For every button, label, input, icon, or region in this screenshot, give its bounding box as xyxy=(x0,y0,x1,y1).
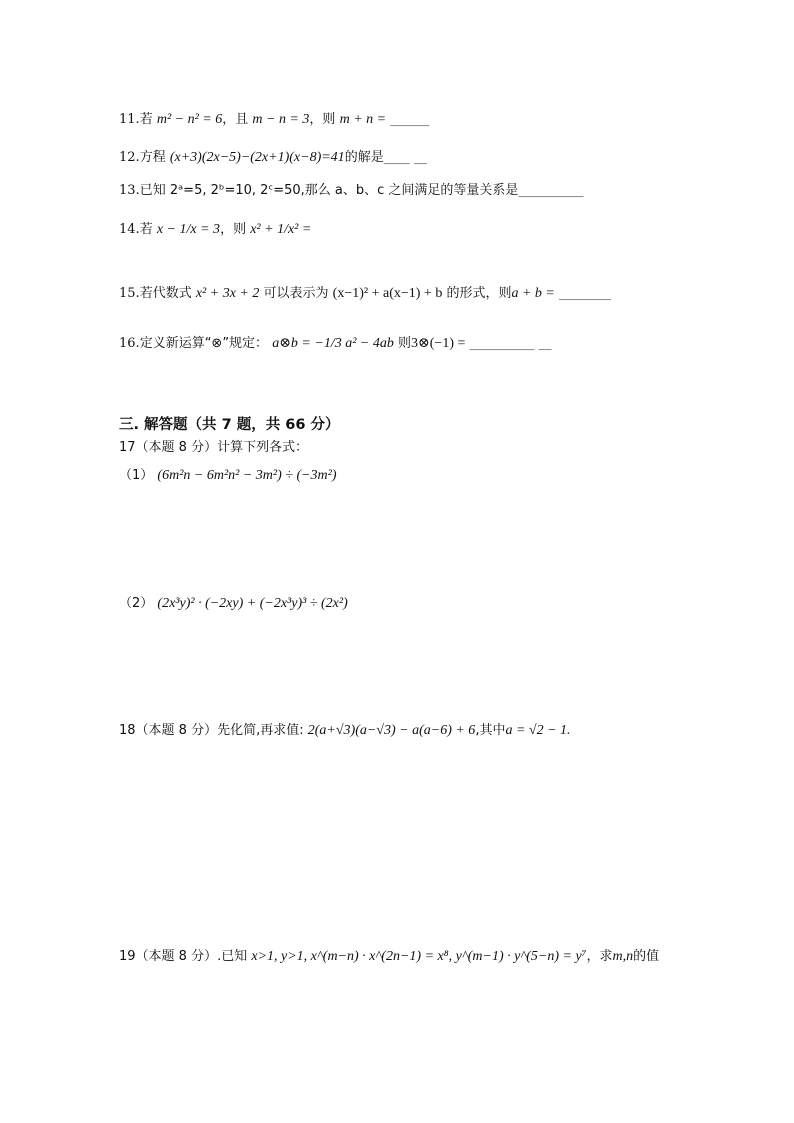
q11-expr-b: m − n = 3 xyxy=(252,112,310,127)
q15-text-b: 可以表示为 xyxy=(263,286,329,301)
q17-part1-label: （1） xyxy=(119,468,154,483)
q15-expr-c: a + b = xyxy=(511,286,555,301)
q16-expr-a: a⊗b = −1/3 a² − 4ab xyxy=(272,336,394,351)
q13-number: 13. xyxy=(119,183,140,198)
q14-text-then: ，则 xyxy=(220,222,247,237)
q11-answer-blank[interactable]: ______ xyxy=(390,112,430,127)
q11-text-then: ，则 xyxy=(309,112,336,127)
q14-text-if: 若 xyxy=(139,222,153,237)
q18-expr-where: a = √2 − 1. xyxy=(505,723,571,738)
q19-text-after: ，求 xyxy=(586,949,613,964)
question-11 xyxy=(119,110,429,130)
q15-text-c: 的形式，则 xyxy=(446,286,512,301)
q14-number: 14. xyxy=(119,222,140,237)
question-14 xyxy=(119,220,311,240)
q15-text-a: 若代数式 xyxy=(139,286,192,301)
q12-text: 方程 xyxy=(139,150,166,165)
q19-title: 19（本题 8 分）.已知 xyxy=(119,949,248,964)
q12-answer-blank[interactable]: ____ __ xyxy=(383,150,427,165)
q13-text: 已知 2ᵃ=5, 2ᵇ=10, 2ᶜ=50,那么 a、b、c 之间满足的等量关系是 xyxy=(139,183,519,198)
q12-expr: (x+3)(2x−5)−(2x+1)(x−8)=41 xyxy=(169,150,345,165)
q19-expr-mn: m,n xyxy=(612,949,634,964)
q11-number: 11. xyxy=(119,112,140,127)
q11-text-and: ，且 xyxy=(222,112,249,127)
q15-answer-blank[interactable]: ________ xyxy=(559,286,612,301)
q17-part2-label: （2） xyxy=(119,596,154,611)
q18-title: 18（本题 8 分）先化简,再求值: xyxy=(119,723,304,738)
q15-number: 15. xyxy=(119,286,140,301)
q11-expr-c: m + n = xyxy=(339,112,387,127)
question-19 xyxy=(119,947,659,967)
section-3-heading: 三. 解答题（共 7 题，共 66 分） xyxy=(119,417,340,433)
q11-text-if: 若 xyxy=(139,112,153,127)
q11-expr-a: m² − n² = 6 xyxy=(156,112,223,127)
q18-expr: 2(a+√3)(a−√3) − a(a−6) + 6 xyxy=(307,723,476,738)
q19-expr: x>1, y>1, x^(m−n) · x^(2n−1) = x⁸, y^(m−1) · y^(5−n) = y⁷ xyxy=(251,949,587,964)
q16-expr-b: 3⊗(−1) = xyxy=(411,336,466,351)
q17-part1-expr: (6m²n − 6m²n² − 3m²) ÷ (−3m²) xyxy=(157,468,337,483)
q14-expr-b: x² + 1/x² = xyxy=(250,222,312,237)
question-17-part-2 xyxy=(119,594,348,614)
q16-text-a: 定义新运算“⊗”规定： xyxy=(139,336,269,351)
question-12 xyxy=(119,148,427,168)
q13-answer-blank[interactable]: __________ xyxy=(518,183,584,198)
q12-number: 12. xyxy=(119,150,140,165)
q14-expr-a: x − 1/x = 3 xyxy=(156,222,221,237)
q16-number: 16. xyxy=(119,336,140,351)
q15-expr-a: x² + 3x + 2 xyxy=(195,286,260,301)
question-17-title: 17（本题 8 分）计算下列各式： xyxy=(119,440,309,455)
q17-part2-expr: (2x³y)² · (−2xy) + (−2x³y)³ ÷ (2x²) xyxy=(157,596,348,611)
q16-answer-blank[interactable]: __________ __ xyxy=(469,336,552,351)
question-18 xyxy=(119,721,571,741)
question-13 xyxy=(119,181,583,201)
question-15 xyxy=(119,284,611,304)
q12-text-after: 的解是 xyxy=(344,150,384,165)
q15-expr-b: (x−1)² + a(x−1) + b xyxy=(332,286,443,301)
q19-text-end: 的值 xyxy=(633,949,660,964)
q18-text-where: ,其中 xyxy=(475,723,506,738)
q16-text-b: 则 xyxy=(398,336,412,351)
question-16 xyxy=(119,334,552,354)
question-17-part-1 xyxy=(119,466,337,486)
